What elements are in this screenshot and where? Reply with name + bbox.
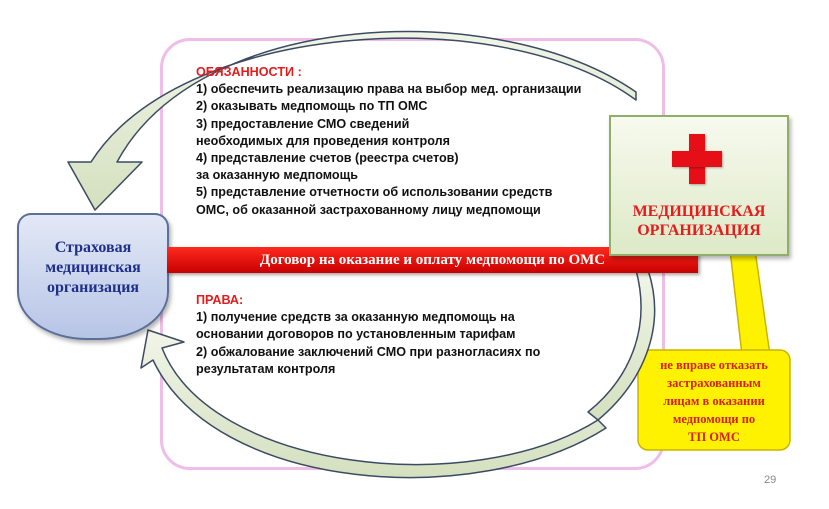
page-number: 29 <box>764 474 777 486</box>
duties-line: 1) обеспечить реализацию права на выбор мед. организации <box>196 82 582 97</box>
rights-line: 1) получение средств за оказанную медпомощь на <box>196 310 515 325</box>
insurer-label-line: Страховая <box>54 239 132 256</box>
callout-pointer <box>730 250 770 355</box>
callout-line: медпомощи по <box>672 412 756 426</box>
insurer-label-line: организация <box>46 279 140 296</box>
insurer-label-line: медицинская <box>45 259 141 276</box>
duties-line: необходимых для проведения контроля <box>196 133 450 148</box>
callout-line: ТП ОМС <box>688 430 740 444</box>
rights-line: основании договоров по установленным тарифам <box>196 327 516 342</box>
duties-heading: ОБЯЗАННОСТИ : <box>196 65 302 79</box>
rights-line: 2) обжалование заключений СМО при разногласиях по <box>196 344 541 359</box>
callout-text <box>638 356 790 446</box>
duties-line: ОМС, об оказанной застрахованному лицу медпомощи <box>196 202 541 217</box>
duties-line: 3) предоставление СМО сведений <box>196 116 410 131</box>
duties-block <box>196 64 581 219</box>
callout-line: застрахованным <box>667 376 761 390</box>
duties-line: 4) представление счетов (реестра счетов) <box>196 151 459 166</box>
rights-heading: ПРАВА: <box>196 293 244 307</box>
duties-line: 5) представление отчетности об использовании средств <box>196 185 553 200</box>
medical-organization-label <box>609 202 789 240</box>
callout-line: не вправе отказать <box>660 358 768 372</box>
insurer-label <box>17 238 169 298</box>
rights-block <box>196 292 540 378</box>
duties-line: 2) оказывать медпомощь по ТП ОМС <box>196 99 428 114</box>
rights-line: результатам контроля <box>196 361 336 376</box>
medorg-label-line: МЕДИЦИНСКАЯ <box>632 203 766 220</box>
medorg-label-line: ОРГАНИЗАЦИЯ <box>637 222 761 239</box>
red-medical-cross-icon <box>672 134 722 184</box>
contract-banner: Договор на оказание и оплату медпомощи по ОМС <box>167 247 698 273</box>
callout-line: лицам в оказании <box>663 394 765 408</box>
duties-line: за оказанную медпомощь <box>196 168 358 183</box>
